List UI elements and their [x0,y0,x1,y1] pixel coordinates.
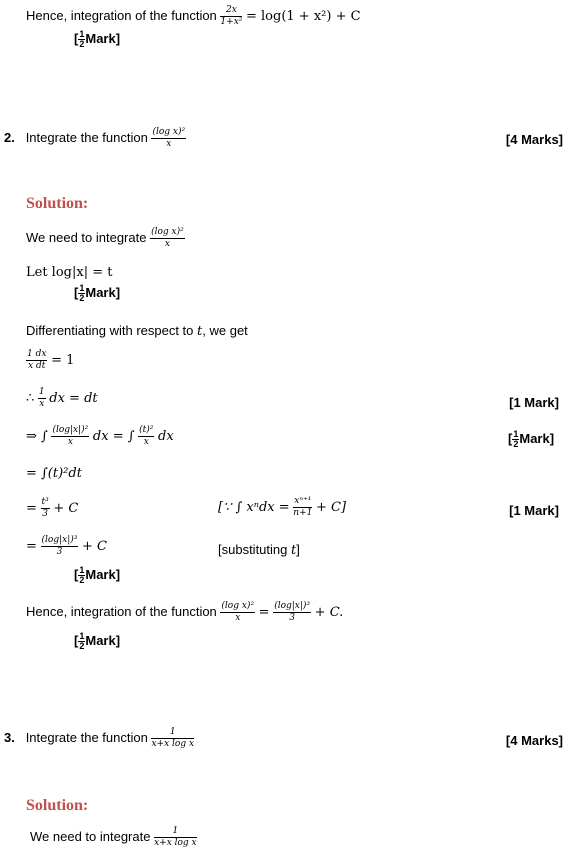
fraction: $\frac{\text{(log x)²}}{x}$ [152,127,186,149]
question-number: 2. [4,129,15,145]
fraction: $\frac{2x}{\text{1+x²}}$ [220,5,243,27]
solution-heading: Solution: [26,797,89,814]
step-5: = $\frac{\text{t³}}{3}$ + C [26,497,79,519]
step-5-note: [∵ ∫ xⁿdx = $\frac{\text{xⁿ⁺¹}}{n+1}$ + C] [218,496,347,518]
step-6-note: [substituting t] [218,542,300,558]
marks-badge: [4 Marks] [505,132,563,147]
step-6: = $\frac{\text{(log|x|)³}}{3}$ + C [26,535,107,557]
step-1: $\frac{1 dx}{\text{x dt}}$ = 1 [27,349,75,371]
marks-badge: [1 Mark] [509,395,559,410]
marks-badge: [4 Marks] [505,733,563,748]
half-mark: [ $\frac{1}{2}$ Mark] [74,565,121,585]
question-3 [4,728,194,749]
solution-heading: Solution: [26,195,89,212]
question-text: Integrate the function [25,129,148,145]
question-text: Integrate the function [25,729,148,745]
half-mark: [ $\frac{1}{2}$ Mark] [508,429,555,449]
result-expr: = log(1 + x²) + C [246,8,361,24]
half-mark: [ $\frac{1}{2}$ Mark] [74,283,121,303]
step-4: = ∫(t)²dt [26,466,82,481]
marks-badge: [1 Mark] [509,503,559,518]
diff-line: Differentiating with respect to t, we get [26,323,248,339]
need-line: We need to integrate $\frac{1}{\text{x+x log x}}$ [30,826,197,848]
half-mark: [ $\frac{1}{2}$ Mark] [74,631,121,651]
step-2: ∴ $\frac{1}{x}$ dx = dt [26,387,98,409]
question-2 [4,128,186,149]
final-line: Hence, integration of the function $\frac{\text{(log x)²}}{x}$ = $\frac{\text{(log|x|)³}}{3}$ + C. [26,601,344,623]
hence-text: Hence, integration of the function [26,7,217,23]
need-line: We need to integrate $\frac{\text{(log x)²}}{x}$ [26,227,184,249]
step-3: ⇒ ∫ $\frac{\text{(log|x|)²}}{x}$ dx = ∫ $\frac{\text{(t)²}}{x}$ dx [26,425,174,447]
fraction: $\frac{1}{\text{x+x log x}}$ [151,727,195,749]
hence-line-top [26,6,361,27]
half-mark: [ $\frac{1}{2}$ Mark] [74,29,121,49]
question-number: 3. [4,729,15,745]
let-line: Let log|x| = t [26,265,113,280]
